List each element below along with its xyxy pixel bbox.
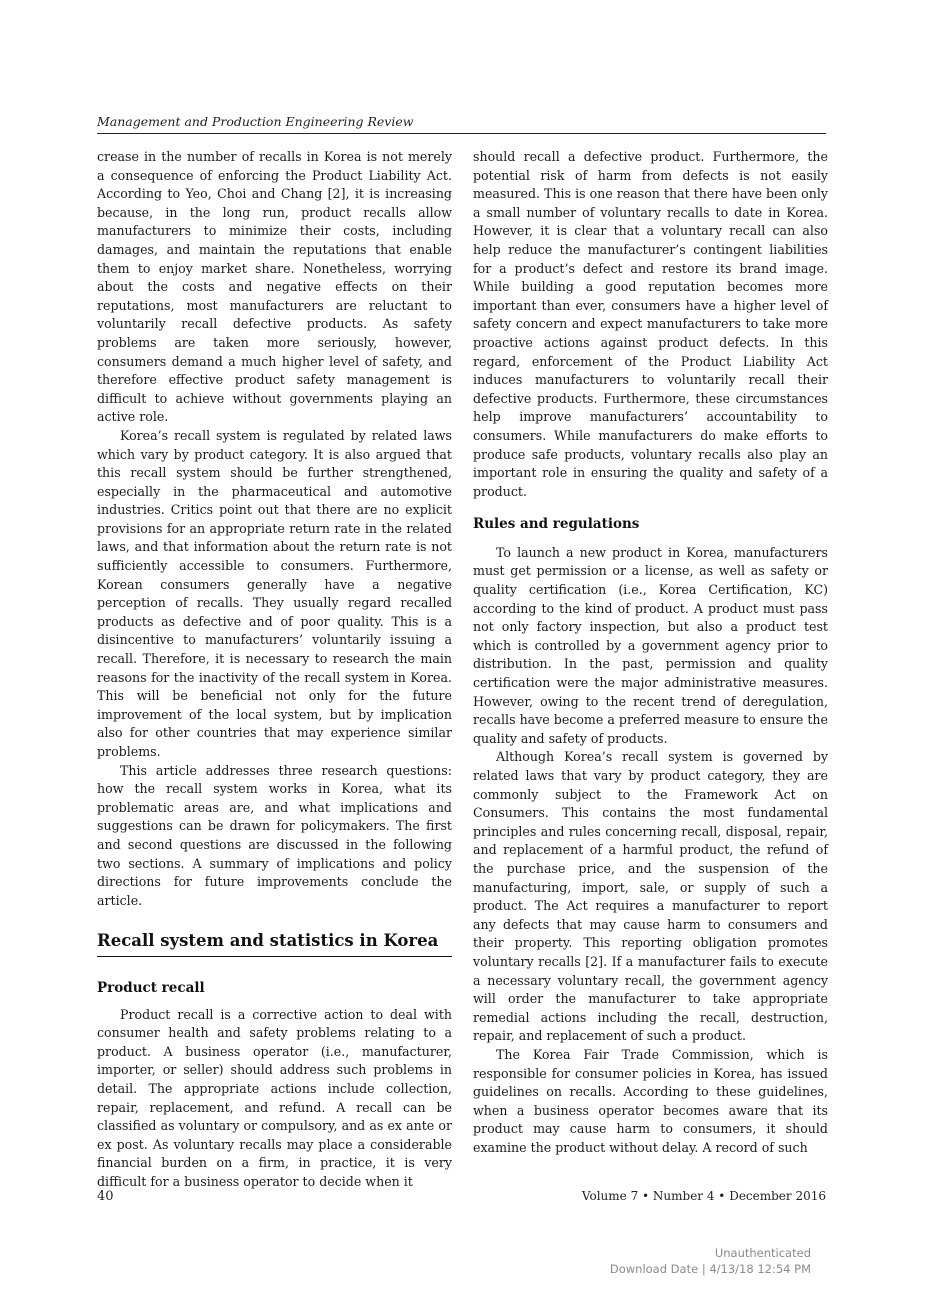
watermark-line-1: Unauthenticated — [714, 1246, 811, 1260]
issue-info: Volume 7 • Number 4 • December 2016 — [581, 1189, 826, 1203]
right-paragraph-2: To launch a new product in Korea, manufacturers must get permission or a license, as well as safety or quality certification (i.e., Korea Certification, KC) according to the kind of product. A product must pass not only factory inspection, but also a product test which is controlled by a government agency prior to distribution. In the past, permission and quality certification were the major administrative measures. However, owing to the recent trend of deregulation, recalls have become a preferred measure to ensure the quality and safety of products. — [473, 544, 828, 746]
left-paragraph-4: Product recall is a corrective action to deal with consumer health and safety problems relating to a product. A business operator (i.e., manufacturer, importer, or seller) should address such problems in detail. The appropriate actions include collection, repair, replacement, and refund. A recall can be classified as voluntary or compulsory, and as ex ante or ex post. As voluntary recalls may place a considerable financial burden on a firm, in practice, it is very difficult for a business operator to decide when it — [97, 1006, 452, 1189]
download-watermark — [610, 1245, 811, 1277]
section-title: Recall system and statistics in Korea — [97, 932, 452, 957]
left-paragraph-3: This article addresses three research questions: how the recall system works in Korea, what its problematic areas are, and what implications and suggestions can be drawn for policymakers. The first and second questions are discussed in the following two sections. A summary of implications and policy directions for future improvements conclude the article. — [97, 762, 452, 908]
running-header: Management and Production Engineering Review — [97, 114, 826, 134]
right-paragraph-1: should recall a defective product. Furthermore, the potential risk of harm from defects is not easily measured. This is one reason that there have been only a small number of voluntary recalls to date in Korea. However, it is clear that a voluntary recall can also help reduce the manufacturer’s contingent liabilities for a product’s defect and restore its brand image. While building a good reputation becomes more important than ever, consumers have a higher level of safety concern and expect manufacturers to take more proactive actions against product defects. In this regard, enforcement of the Product Liability Act induces manufacturers to voluntarily recall their defective products. Furthermore, these circumstances help improve manufacturers’ accountability to consumers. While manufacturers do make efforts to produce safe products, voluntary recalls also play an important role in ensuring the quality and safety of a product. — [473, 149, 828, 499]
right-column — [473, 148, 828, 1157]
left-paragraph-1: crease in the number of recalls in Korea is not merely a consequence of enforcing the Product Liability Act. According to Yeo, Choi and Chang [2], it is increasing because, in the long run, product recalls allow manufacturers to minimize their costs, including damages, and maintain the reputations that enable them to enjoy market share. Nonetheless, worrying about the costs and negative effects on their reputations, most manufacturers are reluctant to voluntarily recall defective products. As safety problems are taken more seriously, however, consumers demand a much higher level of safety, and therefore effective product safety management is difficult to achieve without governments playing an active role. — [97, 149, 452, 425]
page-number: 40 — [97, 1189, 114, 1204]
left-column — [97, 148, 452, 1191]
left-paragraph-2: Korea’s recall system is regulated by related laws which vary by product category. It is also argued that this recall system should be further strengthened, especially in the pharmaceutical and automotive industries. Critics point out that there are no explicit provisions for an appropriate return rate in the related laws, and that information about the return rate is not sufficiently accessible to consumers. Furthermore, Korean consumers generally have a negative perception of recalls. They usually regard recalled products as defective and of poor quality. This is a disincentive to manufacturers’ voluntarily issuing a recall. Therefore, it is necessary to research the main reasons for the inactivity of the recall system in Korea. This will be beneficial not only for the future improvement of the local system, but by implication also for other countries that may experience similar problems. — [97, 427, 452, 759]
subsection-title-rules: Rules and regulations — [473, 516, 640, 533]
subsection-title-product-recall: Product recall — [97, 979, 205, 996]
right-paragraph-3: Although Korea’s recall system is governed by related laws that vary by product category, they are commonly subject to the Framework Act on Consumers. This contains the most fundamental principles and rules concerning recall, disposal, repair, and replacement of a harmful product, the refund of the purchase price, and the suspension of the manufacturing, import, sale, or supply of such a product. The Act requires a manufacturer to report any defects that may cause harm to consumers and their property. This reporting obligation promotes voluntary recalls [2]. If a manufacturer fails to execute a necessary voluntary recall, the government agency will order the manufacturer to take appropriate remedial actions including the recall, destruction, repair, and replacement of such a product. — [473, 749, 828, 1044]
right-paragraph-4: The Korea Fair Trade Commission, which is responsible for consumer policies in Korea, has issued guidelines on recalls. According to these guidelines, when a business operator becomes aware that its product may cause harm to consumers, it should examine the product without delay. A record of such — [473, 1046, 828, 1155]
watermark-line-2: Download Date | 4/13/18 12:54 PM — [609, 1262, 811, 1276]
